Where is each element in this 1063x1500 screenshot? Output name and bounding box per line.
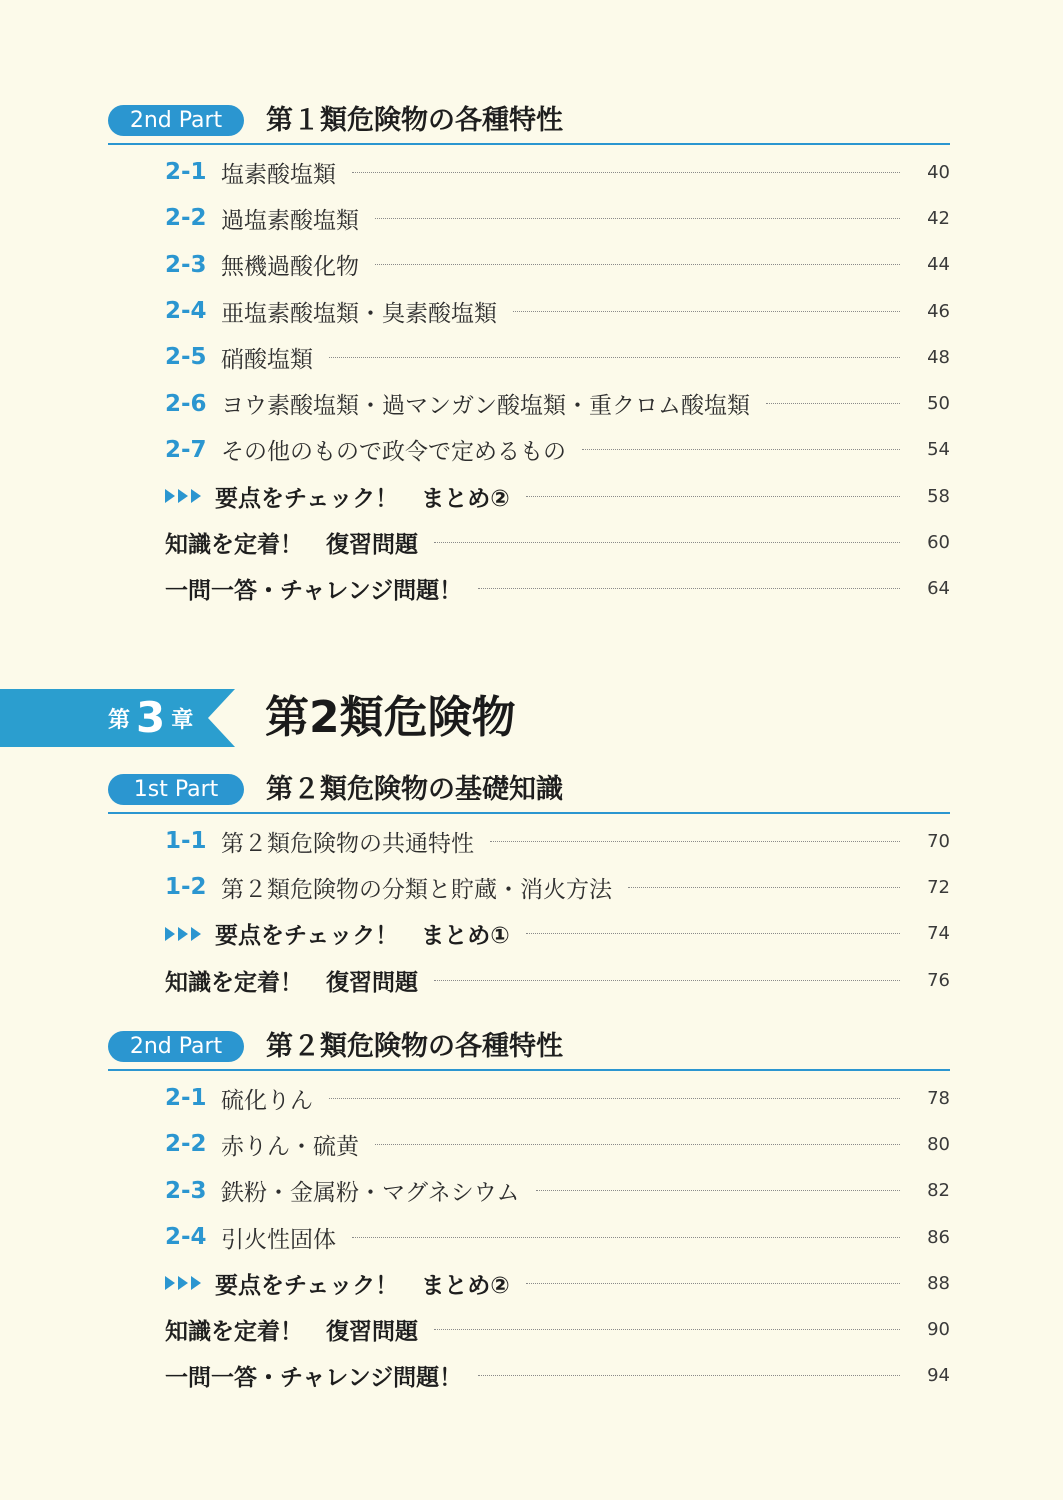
entry-label: 一問一答・チャレンジ問題！ bbox=[165, 578, 463, 605]
toc-entry[interactable] bbox=[108, 1168, 950, 1214]
toc-entry[interactable] bbox=[108, 149, 950, 195]
entry-page: 44 bbox=[927, 254, 950, 276]
dot-leader bbox=[375, 218, 900, 219]
entry-page: 42 bbox=[927, 207, 950, 229]
entry-label: 引火性固体 bbox=[221, 1226, 336, 1253]
part-section-2nd-class1 bbox=[108, 105, 950, 612]
entry-number: 2-3 bbox=[165, 251, 207, 278]
entry-page: 70 bbox=[927, 830, 950, 852]
toc-list bbox=[108, 1075, 950, 1399]
triple-arrow-icon bbox=[165, 1276, 201, 1290]
dot-leader bbox=[513, 311, 900, 312]
entry-label: 無機過酸化物 bbox=[221, 254, 359, 281]
toc-entry[interactable] bbox=[108, 288, 950, 334]
entry-page: 78 bbox=[927, 1087, 950, 1109]
toc-entry[interactable] bbox=[108, 242, 950, 288]
entry-page: 72 bbox=[927, 876, 950, 898]
dot-leader bbox=[766, 403, 900, 404]
entry-label: 塩素酸塩類 bbox=[221, 161, 336, 188]
toc-entry-challenge[interactable] bbox=[108, 566, 950, 612]
part-header bbox=[108, 774, 950, 814]
entry-label: 過塩素酸塩類 bbox=[221, 207, 359, 234]
dot-leader bbox=[526, 496, 900, 497]
dot-leader bbox=[536, 1190, 900, 1191]
dot-leader bbox=[490, 841, 900, 842]
chapter-suffix: 章 bbox=[171, 707, 194, 733]
entry-label: 鉄粉・金属粉・マグネシウム bbox=[221, 1180, 520, 1207]
dot-leader bbox=[434, 980, 900, 981]
entry-label: 第２類危険物の共通特性 bbox=[221, 830, 474, 857]
entry-label: 硝酸塩類 bbox=[221, 346, 313, 373]
part-badge: 1st Part bbox=[108, 774, 244, 805]
toc-entry[interactable] bbox=[108, 1214, 950, 1260]
toc-list bbox=[108, 818, 950, 1003]
entry-label: 要点をチェック！ まとめ① bbox=[215, 923, 510, 950]
toc-entry-summary[interactable] bbox=[108, 1260, 950, 1306]
entry-number: 2-1 bbox=[165, 1085, 207, 1112]
chapter-number-label bbox=[108, 689, 193, 747]
entry-label: 赤りん・硫黄 bbox=[221, 1133, 359, 1160]
entry-page: 86 bbox=[927, 1226, 950, 1248]
dot-leader bbox=[526, 933, 900, 934]
entry-page: 40 bbox=[927, 161, 950, 183]
entry-label: 亜塩素酸塩類・臭素酸塩類 bbox=[221, 300, 497, 327]
dot-leader bbox=[352, 172, 900, 173]
chapter-prefix: 第 bbox=[108, 707, 131, 733]
entry-label: 第２類危険物の分類と貯蔵・消火方法 bbox=[221, 876, 612, 903]
entry-number: 2-7 bbox=[165, 436, 207, 463]
entry-label: 要点をチェック！ まとめ② bbox=[215, 485, 510, 512]
entry-label: 知識を定着！ 復習問題 bbox=[165, 532, 418, 559]
toc-entry[interactable] bbox=[108, 818, 950, 864]
entry-number: 2-5 bbox=[165, 344, 207, 371]
entry-page: 48 bbox=[927, 346, 950, 368]
entry-label: その他のもので政令で定めるもの bbox=[221, 439, 566, 466]
dot-leader bbox=[434, 1329, 900, 1330]
entry-page: 76 bbox=[927, 969, 950, 991]
toc-entry-summary[interactable] bbox=[108, 473, 950, 519]
entry-number: 1-1 bbox=[165, 828, 207, 855]
entry-page: 82 bbox=[927, 1180, 950, 1202]
entry-label: 要点をチェック！ まとめ② bbox=[215, 1272, 510, 1299]
dot-leader bbox=[375, 1144, 900, 1145]
entry-page: 46 bbox=[927, 300, 950, 322]
entry-number: 2-4 bbox=[165, 1224, 207, 1251]
entry-label: 知識を定着！ 復習問題 bbox=[165, 969, 418, 996]
triple-arrow-icon bbox=[165, 927, 201, 941]
toc-entry-review[interactable] bbox=[108, 1306, 950, 1352]
entry-page: 74 bbox=[927, 923, 950, 945]
entry-page: 88 bbox=[927, 1272, 950, 1294]
dot-leader bbox=[329, 1098, 900, 1099]
dot-leader bbox=[375, 264, 900, 265]
entry-page: 94 bbox=[927, 1365, 950, 1387]
toc-entry-summary[interactable] bbox=[108, 911, 950, 957]
toc-entry[interactable] bbox=[108, 334, 950, 380]
part-title: 第１類危険物の各種特性 bbox=[266, 105, 563, 136]
entry-number: 2-1 bbox=[165, 159, 207, 186]
entry-number: 2-4 bbox=[165, 298, 207, 325]
dot-leader bbox=[352, 1237, 900, 1238]
toc-entry[interactable] bbox=[108, 427, 950, 473]
entry-page: 50 bbox=[927, 393, 950, 415]
dot-leader bbox=[478, 1375, 900, 1376]
dot-leader bbox=[526, 1283, 900, 1284]
entry-page: 80 bbox=[927, 1133, 950, 1155]
part-section-2nd-class2 bbox=[108, 1031, 950, 1399]
entry-number: 2-2 bbox=[165, 1131, 207, 1158]
entry-label: 一問一答・チャレンジ問題！ bbox=[165, 1365, 463, 1392]
entry-page: 54 bbox=[927, 439, 950, 461]
toc-list bbox=[108, 149, 950, 612]
entry-page: 64 bbox=[927, 578, 950, 600]
toc-entry-challenge[interactable] bbox=[108, 1353, 950, 1399]
part-title: 第２類危険物の各種特性 bbox=[266, 1031, 563, 1062]
dot-leader bbox=[478, 588, 900, 589]
dot-leader bbox=[434, 542, 900, 543]
entry-page: 58 bbox=[927, 485, 950, 507]
chapter-title: 第2類危険物 bbox=[265, 692, 516, 743]
dot-leader bbox=[329, 357, 900, 358]
toc-entry[interactable] bbox=[108, 1121, 950, 1167]
entry-number: 2-3 bbox=[165, 1177, 207, 1204]
part-badge: 2nd Part bbox=[108, 1031, 244, 1062]
toc-entry[interactable] bbox=[108, 380, 950, 426]
toc-entry-review[interactable] bbox=[108, 519, 950, 565]
toc-entry-review[interactable] bbox=[108, 957, 950, 1003]
entry-label: ヨウ素酸塩類・過マンガン酸塩類・重クロム酸塩類 bbox=[221, 393, 750, 420]
entry-label: 硫化りん bbox=[221, 1087, 313, 1114]
entry-page: 60 bbox=[927, 532, 950, 554]
entry-label: 知識を定着！ 復習問題 bbox=[165, 1319, 418, 1346]
part-badge: 2nd Part bbox=[108, 105, 244, 136]
entry-number: 1-2 bbox=[165, 874, 207, 901]
chapter-number: 3 bbox=[136, 693, 166, 742]
toc-entry[interactable] bbox=[108, 195, 950, 241]
part-header bbox=[108, 105, 950, 145]
toc-entry[interactable] bbox=[108, 1075, 950, 1121]
part-section-1st-class2 bbox=[108, 774, 950, 1003]
entry-number: 2-6 bbox=[165, 390, 207, 417]
part-title: 第２類危険物の基礎知識 bbox=[266, 774, 563, 805]
dot-leader bbox=[628, 887, 900, 888]
toc-entry[interactable] bbox=[108, 864, 950, 910]
part-header bbox=[108, 1031, 950, 1071]
entry-number: 2-2 bbox=[165, 205, 207, 232]
triple-arrow-icon bbox=[165, 489, 201, 503]
dot-leader bbox=[582, 449, 900, 450]
entry-page: 90 bbox=[927, 1319, 950, 1341]
